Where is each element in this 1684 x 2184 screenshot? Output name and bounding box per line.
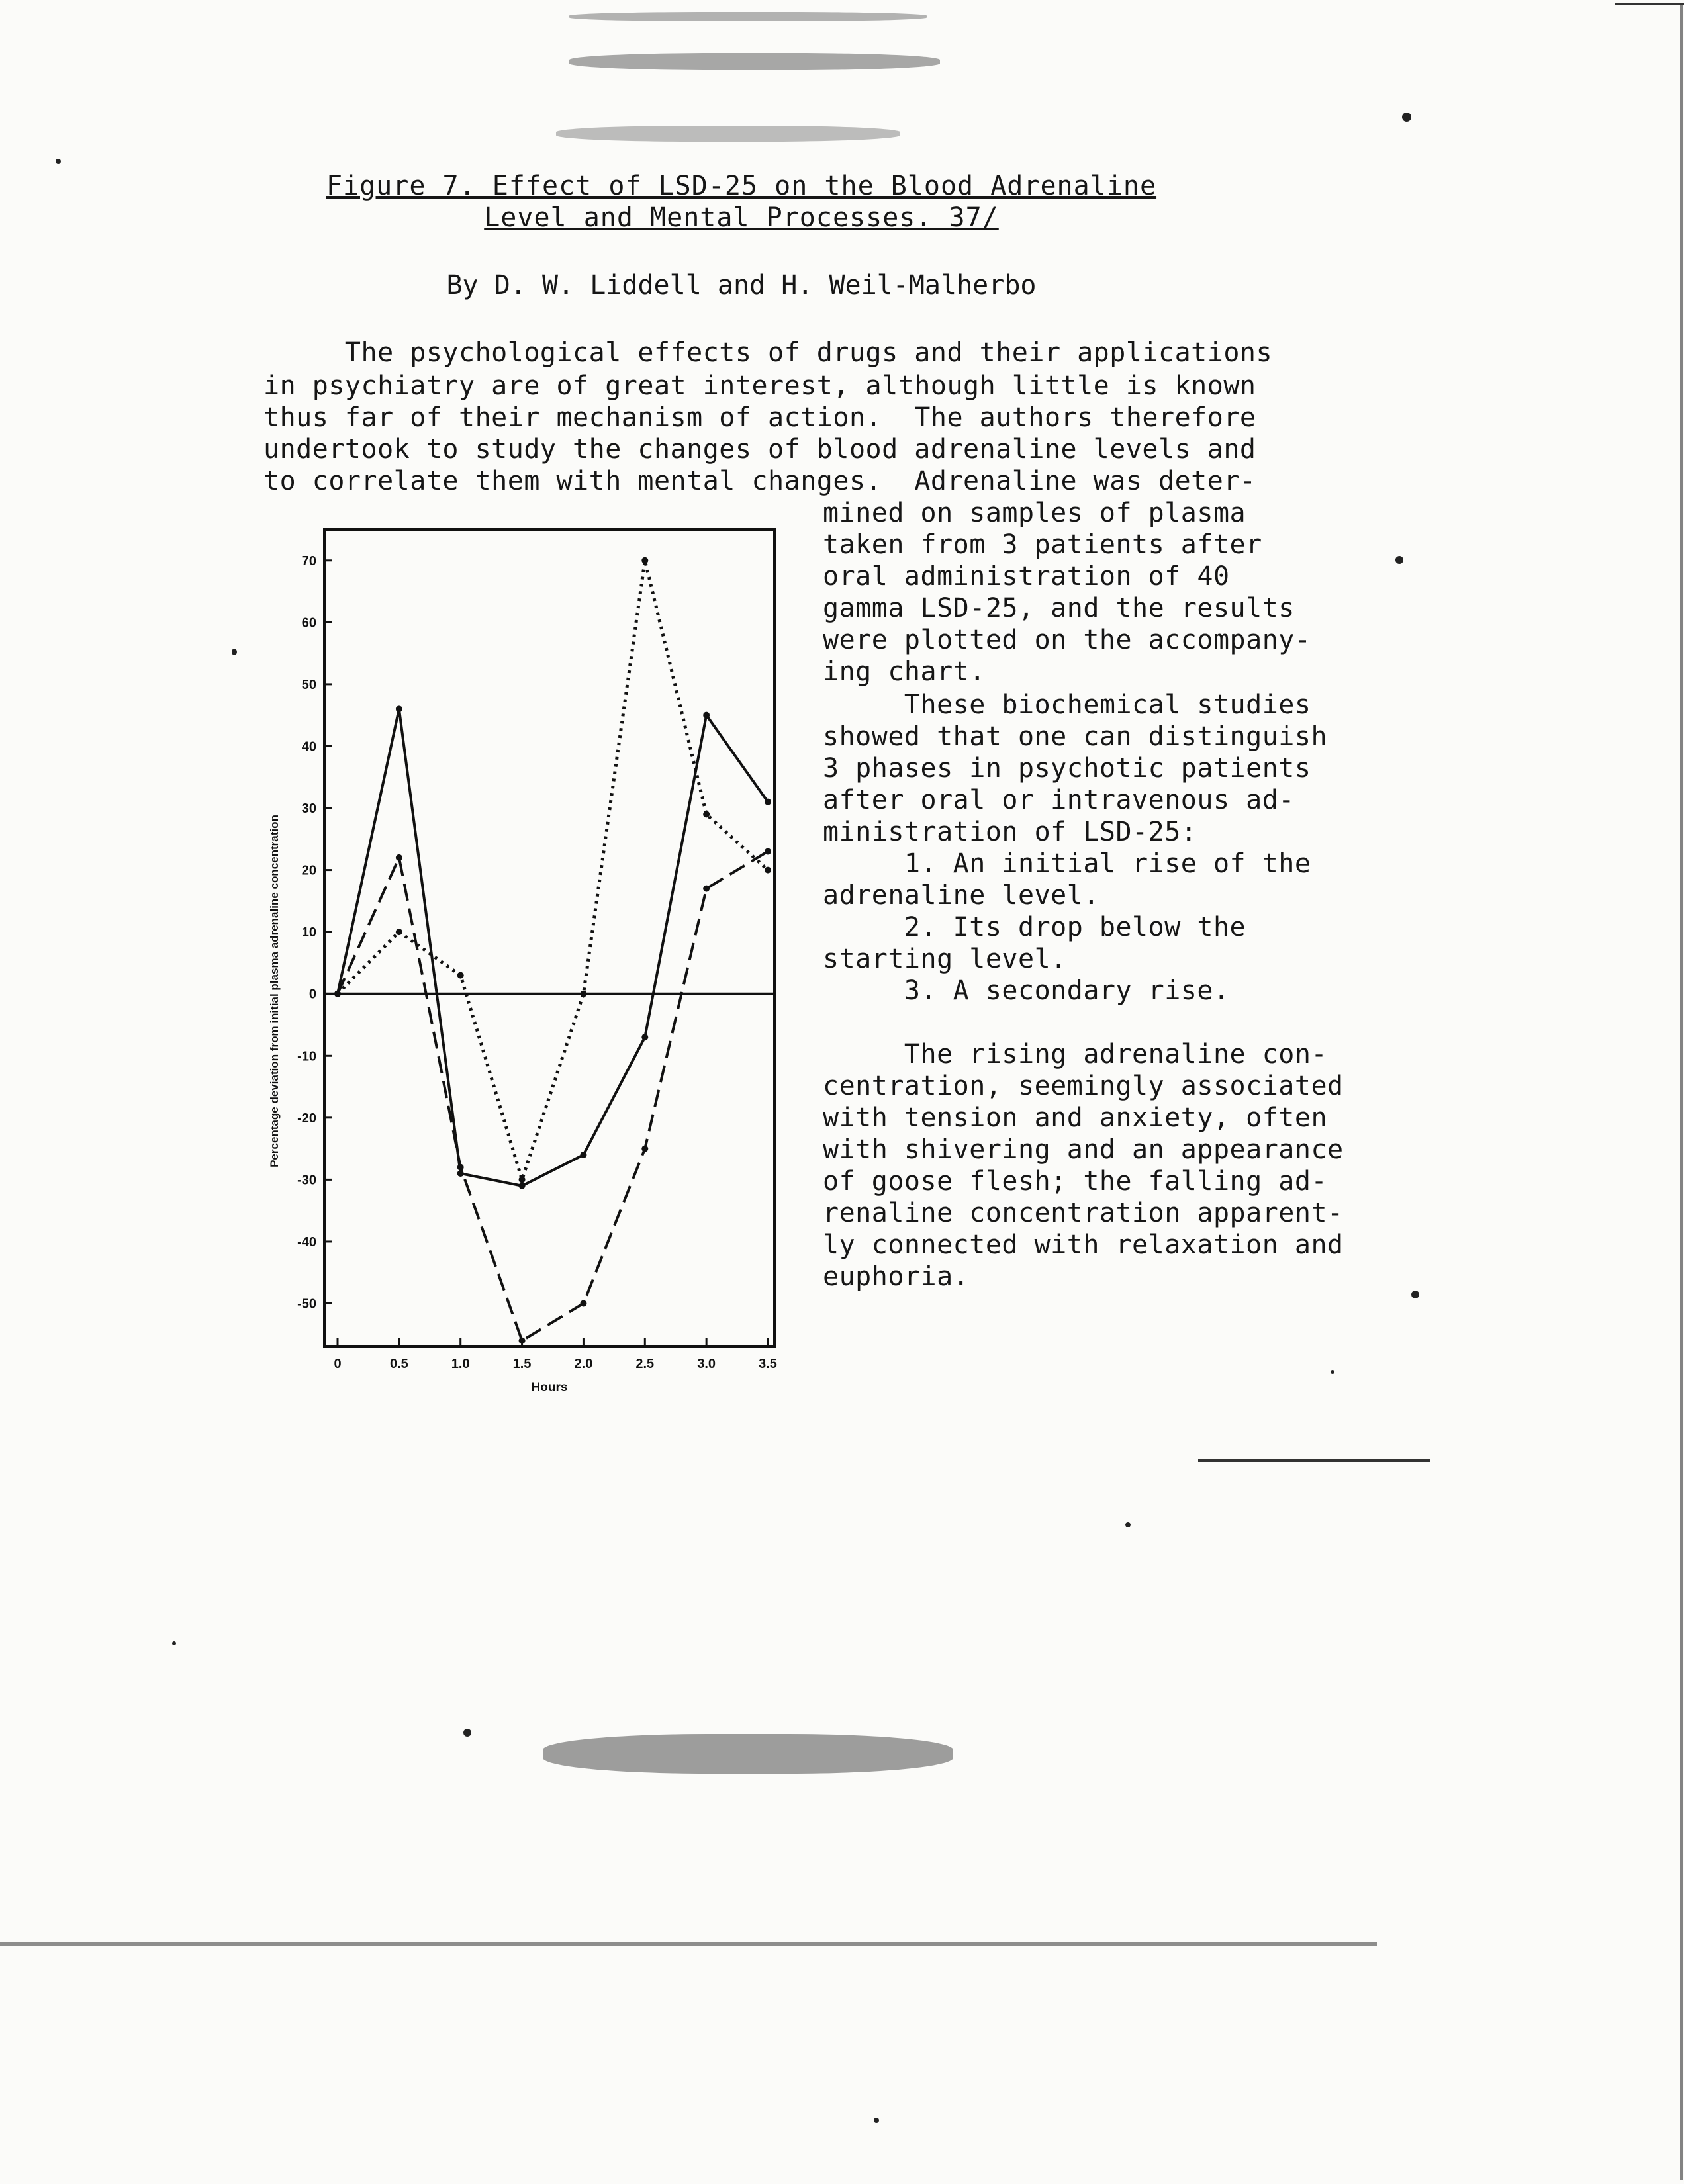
data-point-solid [580, 1152, 586, 1158]
right-line: gamma LSD-25, and the results [823, 593, 1295, 623]
y-tick-label: 40 [301, 739, 316, 754]
right-line: centration, seemingly associated [823, 1071, 1344, 1101]
x-tick-label: 3.0 [697, 1357, 716, 1371]
data-point-dotted [519, 1176, 526, 1183]
scan-speck [463, 1729, 471, 1737]
series-line-solid [338, 709, 768, 1185]
right-line: with tension and anxiety, often [823, 1103, 1328, 1133]
right-line: ministration of LSD-25: [823, 817, 1197, 847]
right-line: of goose flesh; the falling ad- [823, 1166, 1328, 1197]
data-point-dashed [580, 1300, 586, 1307]
x-axis-label: Hours [531, 1381, 568, 1394]
y-tick-label: 10 [301, 925, 316, 940]
scan-speck [1331, 1370, 1334, 1374]
y-tick-label: 20 [301, 863, 316, 878]
right-line: were plotted on the accompany- [823, 625, 1311, 655]
right-line: with shivering and an appearance [823, 1134, 1344, 1165]
data-point-solid [396, 705, 402, 712]
right-line: The rising adrenaline con- [823, 1039, 1328, 1069]
right-line: ly connected with relaxation and [823, 1230, 1344, 1260]
scan-streak [1198, 1459, 1430, 1462]
data-point-dotted [765, 867, 771, 874]
scan-speck [1402, 113, 1411, 122]
data-point-dotted [396, 929, 402, 935]
right-line: 1. An initial rise of the [823, 848, 1311, 879]
figure-title-line-1: Figure 7. Effect of LSD-25 on the Blood Adrenaline [326, 171, 1157, 201]
x-axis-ticks [334, 1338, 776, 1371]
x-tick-label: 1.5 [512, 1357, 532, 1371]
y-tick-label: 0 [308, 987, 316, 1002]
scan-smudge [569, 53, 940, 70]
y-tick-label: 70 [301, 553, 316, 569]
right-line: renaline concentration apparent- [823, 1198, 1344, 1228]
data-point-dashed [457, 1164, 464, 1171]
data-point-dashed [703, 886, 710, 892]
y-tick-label: -30 [297, 1173, 316, 1188]
right-line: showed that one can distinguish [823, 721, 1328, 752]
scan-streak [1615, 3, 1684, 5]
right-line: after oral or intravenous ad- [823, 785, 1295, 815]
y-tick-label: -20 [297, 1111, 316, 1126]
intro-line: The psychological effects of drugs and their applications [263, 338, 1273, 368]
data-point-solid [519, 1183, 526, 1189]
data-point-dotted [641, 557, 648, 564]
data-point-dashed [765, 848, 771, 855]
x-tick-label: 2.0 [574, 1357, 593, 1371]
data-point-dotted [580, 991, 586, 997]
y-tick-label: 50 [301, 677, 316, 692]
data-point-solid [765, 799, 771, 805]
y-tick-label: -50 [297, 1297, 316, 1312]
data-point-dotted [703, 811, 710, 817]
scan-speck [232, 649, 237, 655]
y-tick-label: -40 [297, 1234, 316, 1250]
x-tick-label: 0.5 [389, 1357, 408, 1371]
y-axis-ticks [297, 554, 332, 1312]
data-point-dashed [641, 1146, 648, 1152]
x-tick-label: 3.5 [759, 1357, 777, 1371]
x-tick-label: 1.0 [451, 1357, 470, 1371]
scan-speck [172, 1641, 176, 1645]
y-axis-label: Percentage deviation from initial plasma adrenaline concentration [268, 815, 281, 1167]
data-point-solid [703, 712, 710, 719]
scan-edge [1680, 3, 1683, 2180]
data-point-dashed [396, 854, 402, 861]
data-point-solid [641, 1034, 648, 1040]
intro-line: in psychiatry are of great interest, although little is known [263, 371, 1256, 401]
right-line: oral administration of 40 [823, 561, 1230, 592]
intro-line: to correlate them with mental changes. Adrenaline was deter- [263, 466, 1256, 496]
right-line: 3 phases in psychotic patients [823, 753, 1311, 784]
scan-speck [1411, 1291, 1419, 1298]
data-point-dotted [457, 972, 464, 979]
right-line: euphoria. [823, 1261, 970, 1292]
data-point-dashed [519, 1338, 526, 1344]
right-line: adrenaline level. [823, 880, 1099, 911]
right-line: 3. A secondary rise. [823, 976, 1230, 1006]
x-tick-label: 0 [334, 1357, 342, 1371]
scan-speck [1395, 556, 1403, 564]
x-tick-label: 2.5 [635, 1357, 655, 1371]
scan-speck [874, 2118, 879, 2123]
series-line-dashed [338, 852, 768, 1341]
data-point-dotted [334, 991, 341, 997]
scan-smudge [569, 12, 927, 21]
right-line: These biochemical studies [823, 690, 1311, 720]
right-line: taken from 3 patients after [823, 529, 1262, 560]
scan-speck [56, 159, 61, 164]
scan-speck [1125, 1522, 1131, 1527]
scan-smudge [556, 126, 900, 142]
y-tick-label: 30 [301, 801, 316, 817]
figure-authors: By D. W. Liddell and H. Weil-Malherbo [446, 270, 1037, 300]
intro-line: undertook to study the changes of blood adrenaline levels and [263, 434, 1256, 465]
scan-smudge [543, 1734, 953, 1774]
right-line: mined on samples of plasma [823, 498, 1246, 528]
right-line: starting level. [823, 944, 1067, 974]
plot-frame [324, 529, 774, 1347]
scan-streak [0, 1942, 1377, 1946]
y-tick-label: 60 [301, 615, 316, 631]
y-tick-label: -10 [297, 1049, 316, 1064]
intro-line: thus far of their mechanism of action. The authors therefore [263, 402, 1256, 433]
right-line: ing chart. [823, 657, 986, 687]
right-line: 2. Its drop below the [823, 912, 1246, 942]
adrenaline-chart [258, 516, 808, 1403]
series-layer [334, 557, 771, 1344]
figure-title-line-2: Level and Mental Processes. 37/ [484, 203, 999, 233]
